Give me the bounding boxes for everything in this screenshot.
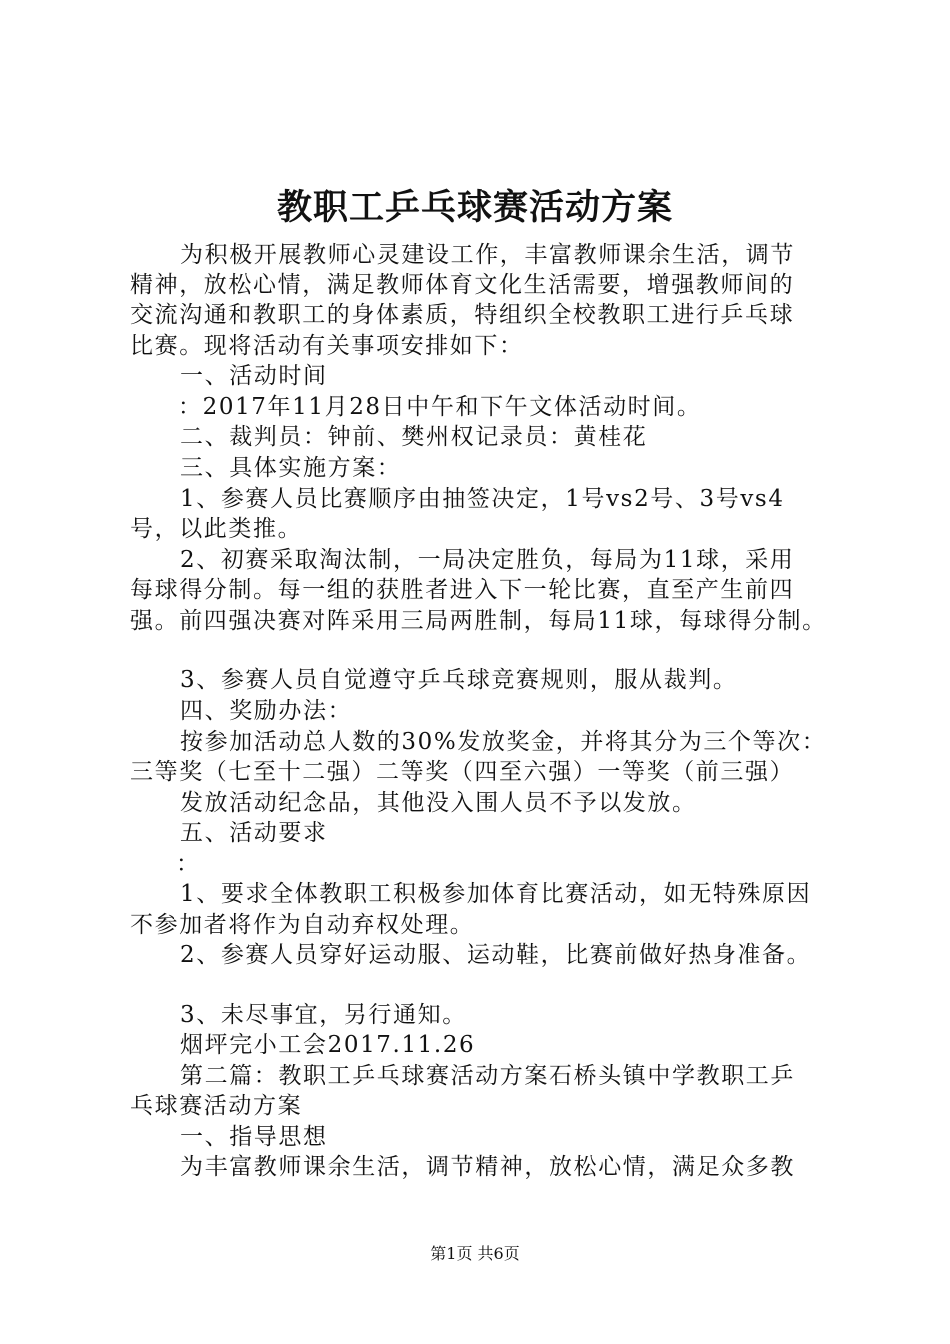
section-heading: 一、指导思想 — [180, 1124, 328, 1150]
paragraph-line: 号，以此类推。 — [130, 516, 303, 542]
paragraph-line: 每球得分制。每一组的获胜者进入下一轮比赛，直至产生前四 — [130, 577, 795, 603]
paragraph-line: 1、要求全体教职工积极参加体育比赛活动，如无特殊原因 — [180, 881, 812, 907]
paragraph-line: 不参加者将作为自动弃权处理。 — [130, 912, 475, 938]
paragraph-line: 为积极开展教师心灵建设工作，丰富教师课余生活，调节 — [180, 242, 795, 268]
paragraph-line: 乓球赛活动方案 — [130, 1093, 303, 1119]
paragraph-line: 按参加活动总人数的30%发放奖金，并将其分为三个等次： — [180, 729, 827, 755]
paragraph-line: 1、参赛人员比赛顺序由抽签决定，1号vs2号、3号vs4 — [180, 486, 785, 512]
section-heading: 三、具体实施方案： — [180, 455, 402, 481]
section-heading: 五、活动要求 — [180, 820, 328, 846]
paragraph-line: 2、初赛采取淘汰制，一局决定胜负，每局为11球，采用 — [180, 547, 795, 573]
paragraph-line: 三等奖（七至十二强）二等奖（四至六强）一等奖（前三强） — [130, 759, 795, 785]
paragraph-line: 精神，放松心情，满足教师体育文化生活需要，增强教师间的 — [130, 272, 795, 298]
paragraph-line: 交流沟通和教职工的身体素质，特组织全校教职工进行乒乓球 — [130, 302, 795, 328]
document-title: 教职工乒乓球赛活动方案 — [276, 187, 673, 228]
paragraph-line: ：2017年11月28日中午和下午文体活动时间。 — [178, 394, 702, 420]
paragraph-line: 3、参赛人员自觉遵守乒乓球竞赛规则，服从裁判。 — [180, 667, 738, 693]
paragraph-line: 为丰富教师课余生活，调节精神，放松心情，满足众多教 — [180, 1154, 795, 1180]
section-heading: 二、裁判员：钟前、樊州权记录员：黄桂花 — [180, 424, 648, 450]
paragraph-line: 发放活动纪念品，其他没入围人员不予以发放。 — [180, 790, 697, 816]
section-heading: 一、活动时间 — [180, 363, 328, 389]
paragraph-line: 比赛。现将活动有关事项安排如下： — [130, 333, 524, 359]
signature-line: 烟坪完小工会2017.11.26 — [180, 1032, 476, 1058]
section-heading: 四、奖励办法： — [180, 698, 353, 724]
paragraph-line: ： — [176, 851, 201, 877]
paragraph-line: 3、未尽事宜，另行通知。 — [180, 1002, 467, 1028]
paragraph-line: 强。前四强决赛对阵采用三局两胜制，每局11球，每球得分制。 — [130, 608, 827, 634]
paragraph-line: 第二篇：教职工乒乓球赛活动方案石桥头镇中学教职工乒 — [180, 1063, 795, 1089]
paragraph-line: 2、参赛人员穿好运动服、运动鞋，比赛前做好热身准备。 — [180, 942, 812, 968]
page-number-footer: 第1页 共6页 — [430, 1244, 520, 1263]
